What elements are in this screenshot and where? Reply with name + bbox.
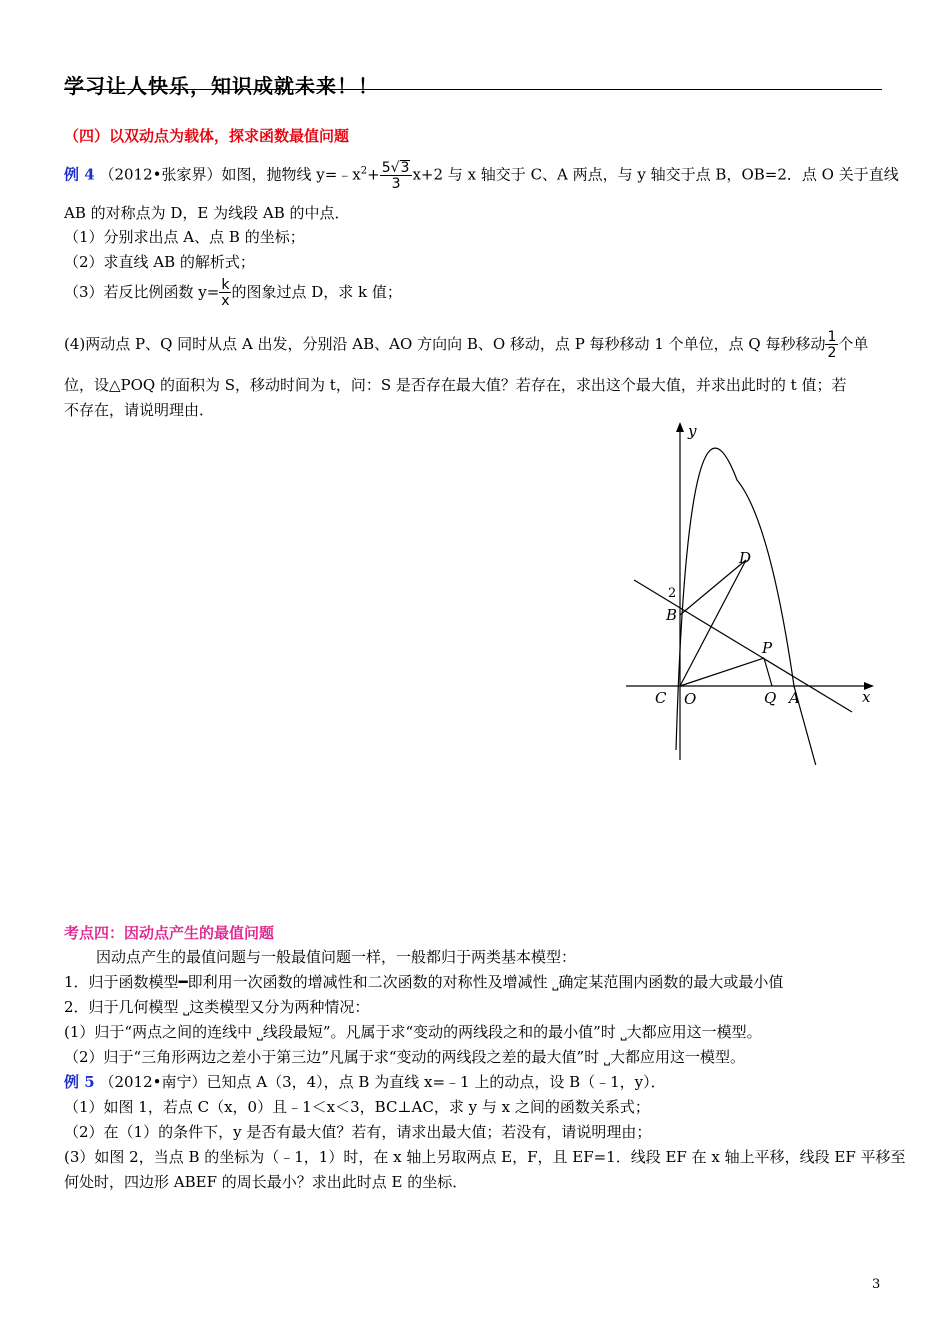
text: （2012•张家界）如图，抛物线 y=﹣x [99, 165, 361, 184]
segment-bd [680, 560, 746, 615]
example-4-line-1 [64, 160, 899, 191]
question-4-line-3: 不存在，请说明理由． [64, 401, 215, 419]
question-4-line-1 [64, 330, 868, 360]
example-label: 例 5 [64, 1073, 95, 1091]
text: （3）若反比例函数 y= [64, 283, 220, 301]
label-o: O [684, 690, 697, 708]
question-2: （2）求直线 AB 的解析式； [64, 253, 255, 271]
label-q: Q [764, 689, 777, 707]
example-5-question-1: （1）如图 1，若点 C（x，0）且﹣1＜x＜3，BC⊥AC，求 y 与 x 之间的函数关系式； [64, 1098, 650, 1116]
text: x+2 与 x 轴交于 C、A 两点，与 y 轴交于点 B，OB=2．点 O 关于直线 [412, 165, 899, 184]
frac-den: 3 [391, 176, 401, 192]
question-4-line-2: 位，设△POQ 的面积为 S，移动时间为 t，问：S 是否存在最大值？若存在，求出这个最大值，并求出此时的 t 值；若 [64, 376, 847, 394]
kaodian-point-2-1: (1）归于“两点之间的连线中 ⎵线段最短”。凡属于求“变动的两线段之和的最小值”时 ⎵大都应用这一模型。 [64, 1023, 762, 1041]
frac-root: 3 [400, 160, 410, 176]
section-heading: （四）以双动点为载体，探求函数最值问题 [64, 127, 350, 145]
kaodian-point-2: 2．归于几何模型 ⎵这类模型又分为两种情况： [64, 998, 370, 1016]
frac-den: 2 [827, 345, 837, 361]
text: 的图象过点 D，求 k 值； [231, 283, 402, 301]
kaodian-intro: 因动点产生的最值问题与一般最值问题一样，一般都归于两类基本模型： [96, 948, 577, 966]
frac-num: 1 [827, 329, 837, 345]
label-b: B [666, 606, 678, 624]
example-5-question-2: （2）在（1）的条件下，y 是否有最大值？若有，请求出最大值；若没有，请说明理由； [64, 1123, 652, 1141]
page-header-title: 学习让人快乐，知识成就未来！！ [64, 74, 379, 98]
question-1: （1）分别求出点 A、点 B 的坐标； [64, 228, 305, 246]
parabola-curve [676, 448, 816, 765]
label-c: C [655, 689, 667, 707]
label-x: x [862, 688, 871, 706]
frac-num: 5 [381, 160, 391, 176]
page-number: 3 [872, 1277, 881, 1292]
label-p: P [762, 639, 773, 657]
parabola-figure [600, 420, 890, 765]
frac-num: k [221, 277, 230, 293]
label-2: 2 [668, 586, 677, 601]
y-axis-arrow [676, 422, 684, 432]
label-y: y [688, 422, 697, 440]
example-label: 例 4 [64, 165, 95, 184]
text: （2012•南宁）已知点 A（3，4），点 B 为直线 x=﹣1 上的动点，设 B（﹣1，y）． [99, 1073, 666, 1091]
text: + [367, 165, 380, 184]
fraction-k-over-x [219, 278, 231, 308]
kaodian-point-2-2: （2）归于“三角形两边之差小于第三边”凡属于求“变动的两线段之差的最大值”时 ⎵大都应用这一模型。 [64, 1048, 745, 1066]
frac-den: x [221, 293, 230, 309]
kaodian-point-1: 1．归于函数模型━即利用一次函数的增减性和二次函数的对称性及增减性 ⎵确定某范围内函数的最大或最小值 [64, 973, 784, 991]
kaodian-heading: 考点四：因动点产生的最值问题 [64, 924, 275, 942]
label-d: D [739, 549, 752, 567]
text: 个单 [838, 335, 869, 353]
label-a: A [789, 689, 800, 707]
text: (4)两动点 P、Q 同时从点 A 出发，分别沿 AB、AO 方向向 B、O 移动，点 P 每秒移动 1 个单位，点 Q 每秒移动 [64, 335, 826, 353]
question-3 [64, 278, 402, 308]
line-ab [634, 580, 852, 712]
header-rule [64, 89, 882, 90]
example-5-question-3-line-2: 何处时，四边形 ABEF 的周长最小？求出此时点 E 的坐标． [64, 1173, 468, 1191]
fraction-5sqrt3-over-3: $\frac{5√3}{3}$ [380, 160, 413, 191]
example-5-line [64, 1071, 666, 1092]
example-4-line-2: AB 的对称点为 D，E 为线段 AB 的中点． [64, 204, 350, 222]
example-5-question-3-line-1: (3）如图 2，当点 B 的坐标为（﹣1，1）时，在 x 轴上另取两点 E，F，且 EF=1．线段 EF 在 x 轴上平移，线段 EF 平移至 [64, 1148, 906, 1166]
fraction-1-over-2 [825, 330, 838, 360]
superscript: 2 [360, 165, 368, 177]
